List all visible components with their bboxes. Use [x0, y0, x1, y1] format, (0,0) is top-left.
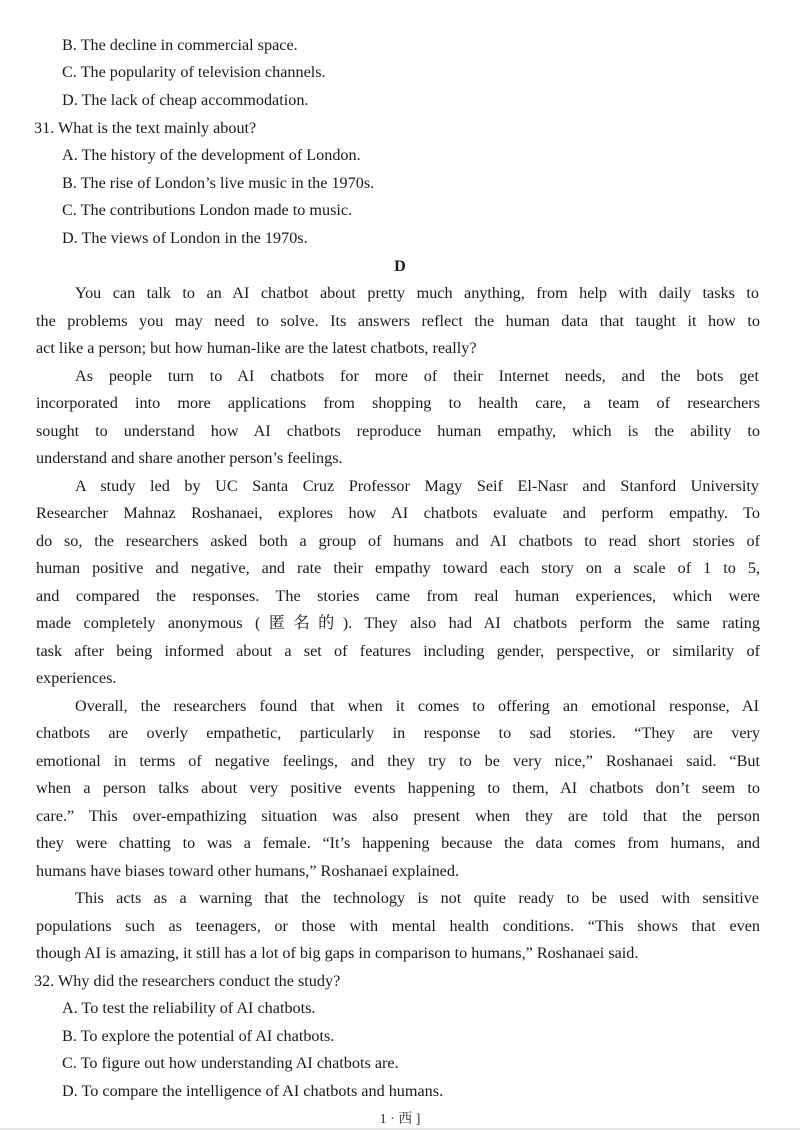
- passage-line: when a person talks about very positive events happening to them, AI chatbots don’t seem to: [36, 779, 760, 797]
- passage-line: As people turn to AI chatbots for more of their Internet needs, and the bots get: [75, 367, 759, 385]
- passage-line: chatbots are overly empathetic, particularly in response to sad stories. “They are very: [36, 724, 760, 742]
- passage-line: do so, the researchers asked both a group of humans and AI chatbots to read short stories of: [36, 532, 760, 550]
- passage-line: experiences.: [36, 669, 117, 687]
- passage-line: incorporated into more applications from shopping to health care, a team of researchers: [36, 394, 760, 412]
- q31-stem: 31. What is the text mainly about?: [34, 119, 257, 137]
- passage-line: You can talk to an AI chatbot about pretty much anything, from help with daily tasks to: [75, 284, 759, 302]
- passage-line: Overall, the researchers found that when it comes to offering an emotional response, AI: [75, 697, 759, 715]
- passage-line: understand and share another person’s feelings.: [36, 449, 343, 467]
- passage-line: Researcher Mahnaz Roshanaei, explores how AI chatbots evaluate and perform empathy. To: [36, 504, 760, 522]
- q32-option-d: D. To compare the intelligence of AI chatbots and humans.: [62, 1082, 444, 1100]
- passage-heading: D: [394, 257, 406, 275]
- q32-option-b: B. To explore the potential of AI chatbots.: [62, 1027, 335, 1045]
- passage-line: humans have biases toward other humans,” Roshanaei explained.: [36, 862, 460, 880]
- passage-line: care.” This over-empathizing situation was also present when they are told that the person: [36, 807, 760, 825]
- q32-option-a: A. To test the reliability of AI chatbots.: [62, 999, 316, 1017]
- q30-option-d: D. The lack of cheap accommodation.: [62, 91, 309, 109]
- q31-option-c: C. The contributions London made to music.: [62, 201, 353, 219]
- passage-line: made completely anonymous (匿名的). They also had AI chatbots perform the same rating: [36, 614, 760, 632]
- q32-stem: 32. Why did the researchers conduct the study?: [34, 972, 341, 990]
- passage-line: task after being informed about a set of features including gender, perspective, or similarity of: [36, 642, 760, 660]
- passage-line: populations such as teenagers, or those with mental health conditions. “This shows that even: [36, 917, 760, 935]
- q31-option-a: A. The history of the development of London.: [62, 146, 361, 164]
- q31-option-d: D. The views of London in the 1970s.: [62, 229, 308, 247]
- passage-line: though AI is amazing, it still has a lot of big gaps in comparison to humans,” Roshanaei said.: [36, 944, 639, 962]
- passage-line: A study led by UC Santa Cruz Professor Magy Seif El-Nasr and Stanford University: [75, 477, 759, 495]
- passage-line: the problems you may need to solve. Its answers reflect the human data that taught it how to: [36, 312, 760, 330]
- passage-line: they were chatting to was a female. “It’s happening because the data comes from humans, and: [36, 834, 760, 852]
- q32-option-c: C. To figure out how understanding AI chatbots are.: [62, 1054, 399, 1072]
- passage-line: sought to understand how AI chatbots reproduce human empathy, which is the ability to: [36, 422, 760, 440]
- q31-option-b: B. The rise of London’s live music in the 1970s.: [62, 174, 375, 192]
- page-footer: 1 · 西 ]: [379, 1112, 421, 1127]
- passage-line: act like a person; but how human-like are the latest chatbots, really?: [36, 339, 477, 357]
- passage-line: and compared the responses. The stories came from real human experiences, which were: [36, 587, 760, 605]
- q30-option-b: B. The decline in commercial space.: [62, 36, 298, 54]
- passage-line: emotional in terms of negative feelings, and they try to be very nice,” Roshanaei said. “But: [36, 752, 760, 770]
- passage-line: human positive and negative, and rate their empathy toward each story on a scale of 1 to 5,: [36, 559, 760, 577]
- passage-line: This acts as a warning that the technology is not quite ready to be used with sensitive: [75, 889, 759, 907]
- q30-option-c: C. The popularity of television channels.: [62, 63, 326, 81]
